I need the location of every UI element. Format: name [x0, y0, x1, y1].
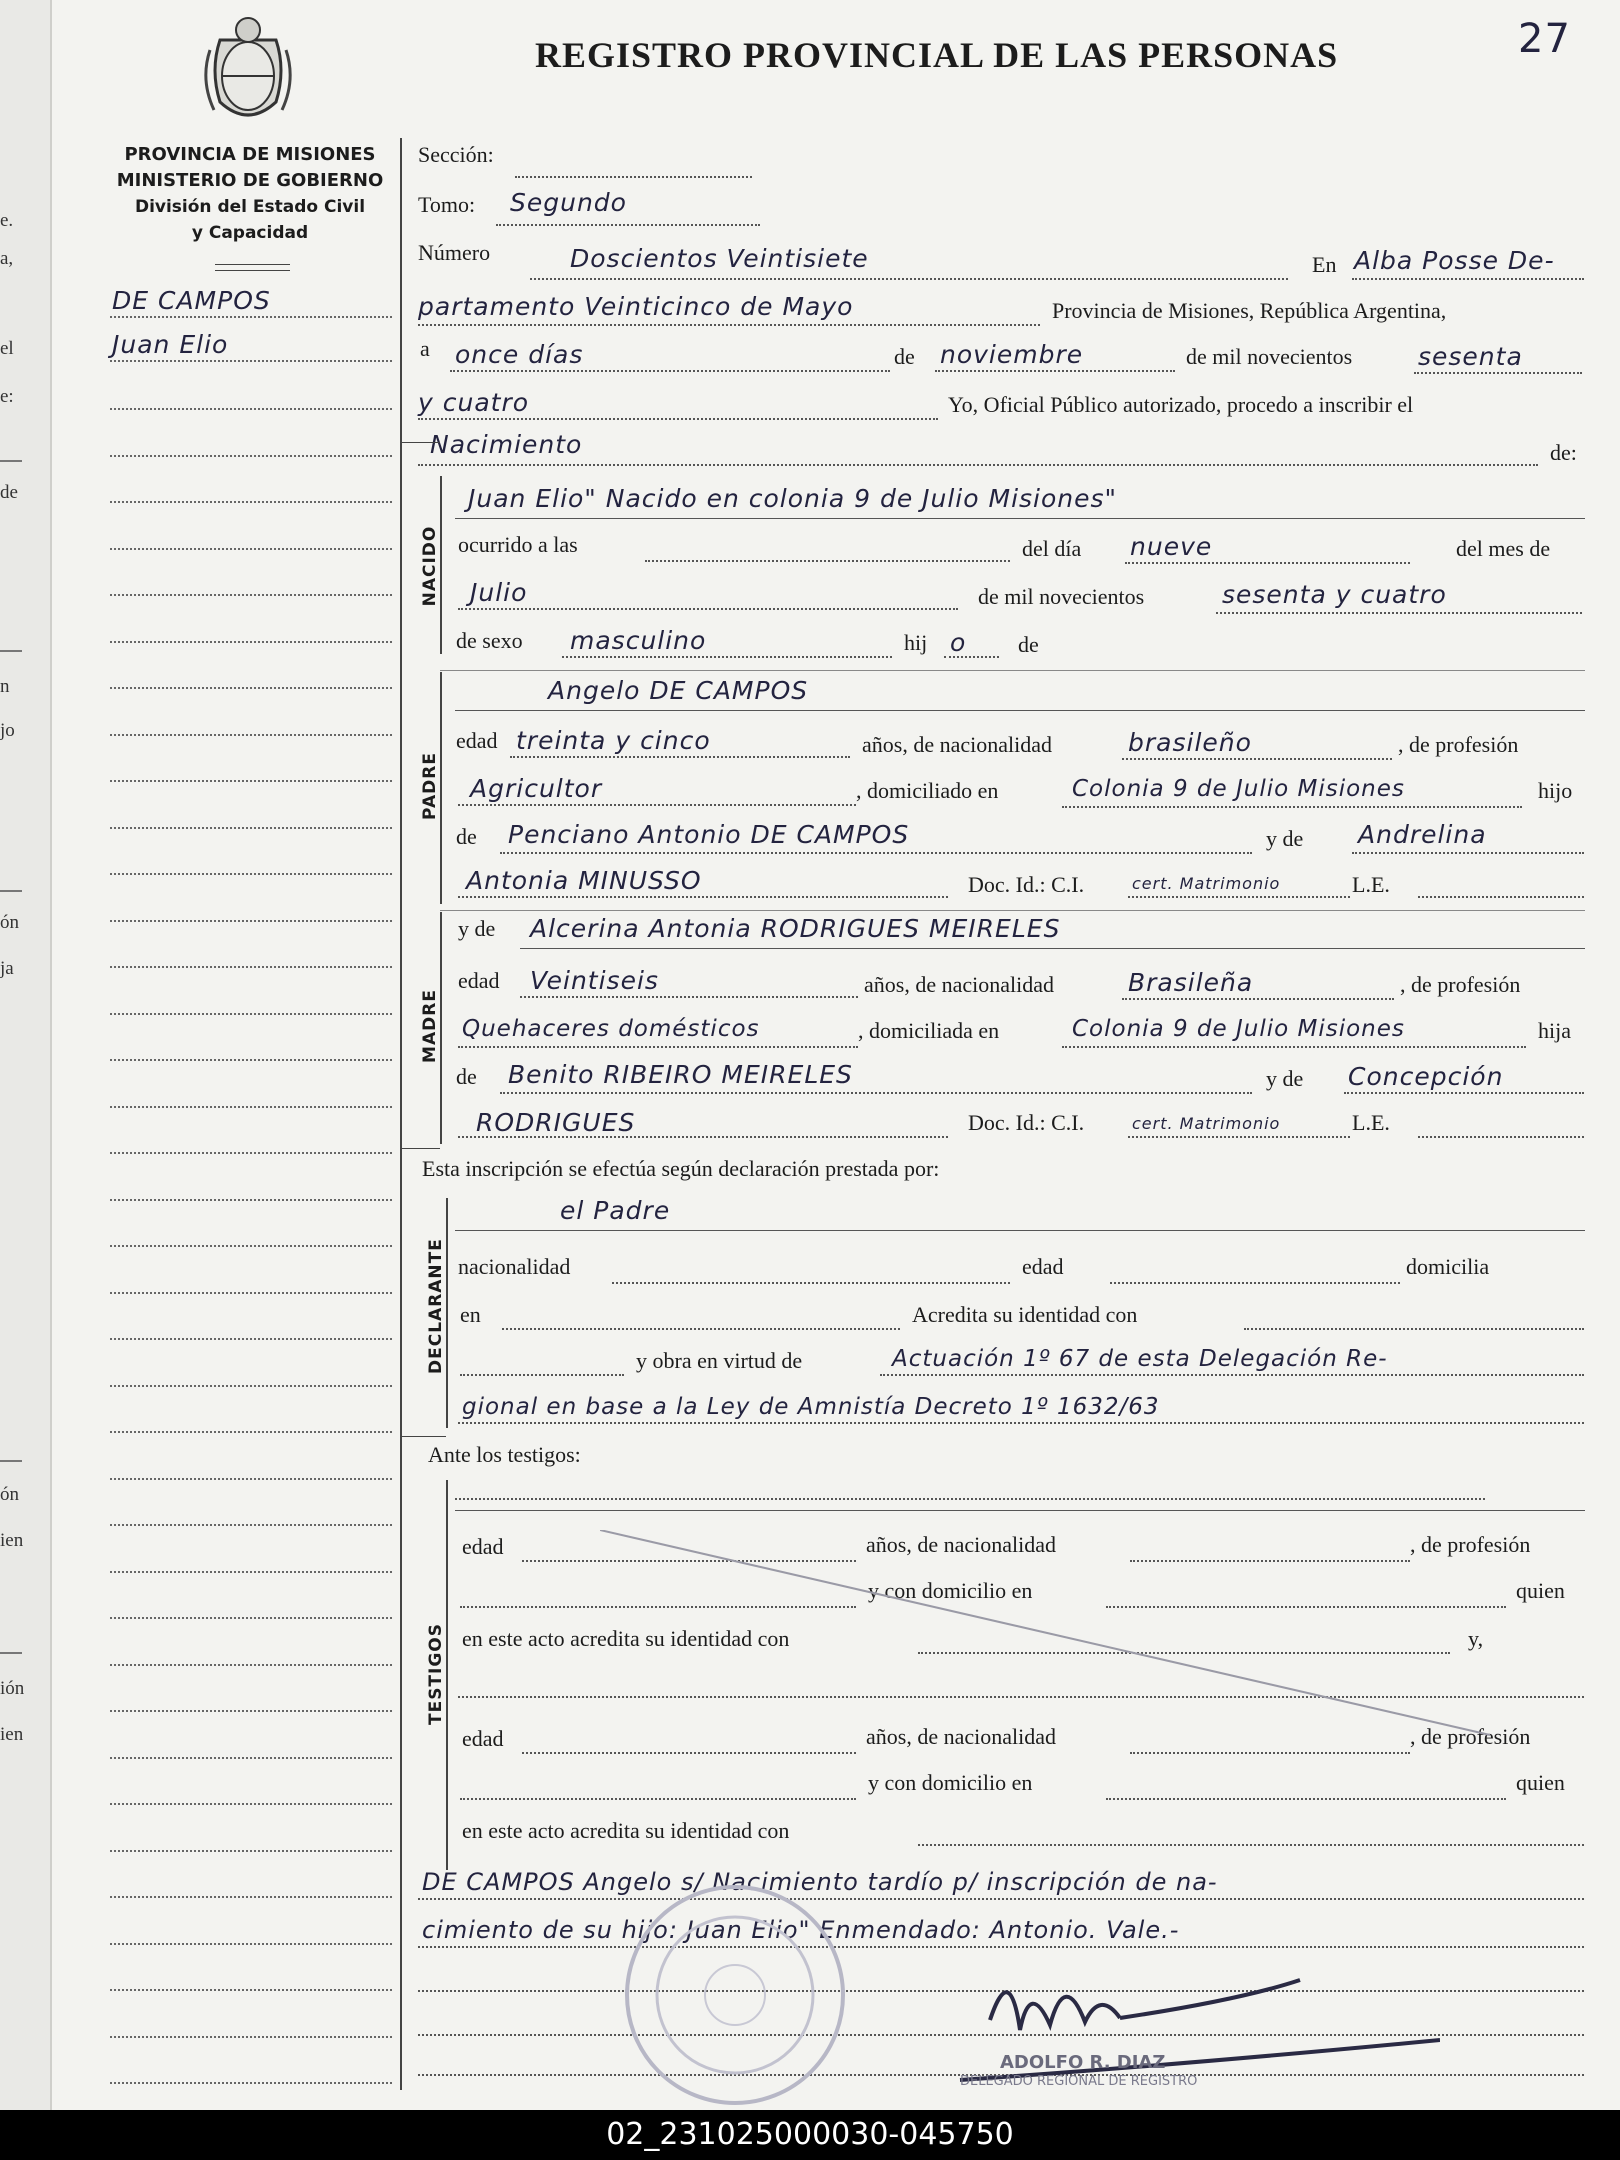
previous-page-edge [0, 0, 52, 2110]
padre-profesion-value: Agricultor [470, 774, 603, 803]
madre-madre-de-value-2: RODRIGUES [476, 1108, 636, 1137]
seccion-label: Sección: [418, 142, 494, 167]
padre-de-label: de [456, 824, 477, 849]
madre-de-label: de [456, 1064, 477, 1089]
left-surname: DE CAMPOS [112, 286, 271, 315]
testigo1-anios-nac-label: años, de nacionalidad [866, 1532, 1056, 1557]
testigo1-quien-label: quien [1516, 1578, 1565, 1603]
left-column-line [110, 1896, 392, 1898]
testigo-y-label: y, [1468, 1626, 1484, 1651]
tomo-value: Segundo [510, 188, 627, 217]
left-column-line [110, 1338, 392, 1340]
left-column-line [110, 641, 392, 643]
padre-domicilio-value: Colonia 9 de Julio Misiones [1072, 776, 1405, 802]
left-column-line [110, 1943, 392, 1945]
nacido-de-label: de [1018, 632, 1039, 657]
left-column-line [110, 455, 392, 457]
edge-fragment: a, [0, 248, 14, 269]
declarante-edad-label: edad [1022, 1254, 1064, 1279]
left-column-line [110, 1850, 392, 1852]
coat-of-arms-icon [200, 10, 296, 132]
hij-label: hij [904, 630, 928, 655]
numero-value: Doscientos Veintisiete [570, 244, 869, 273]
left-column-line [110, 594, 392, 596]
left-column-line [110, 1292, 392, 1294]
padre-le-label: L.E. [1352, 872, 1390, 897]
left-column-line [110, 1617, 392, 1619]
testigo2-domicilio-label: y con domicilio en [868, 1770, 1033, 1795]
issuer-capacity: y Capacidad [191, 223, 309, 243]
anio-value-2: y cuatro [418, 388, 530, 417]
left-column-line [110, 1059, 392, 1061]
madre-hija-label: hija [1538, 1018, 1571, 1043]
edge-fragment: jo [0, 720, 15, 741]
padre-nacionalidad-value: brasileño [1128, 728, 1252, 757]
declaracion-text: Esta inscripción se efectúa según declaración prestada por: [422, 1156, 940, 1181]
madre-nombre-value: Alcerina Antonia RODRIGUES MEIRELES [530, 914, 1061, 943]
left-column-line [110, 1710, 392, 1712]
padre-hijo-label: hijo [1538, 778, 1573, 803]
issuer-ministry: MINISTERIO DE GOBIERNO [116, 170, 384, 191]
provincia-text: Provincia de Misiones, República Argentina, [1052, 298, 1447, 323]
left-column-line [110, 1152, 392, 1154]
left-column-line [110, 780, 392, 782]
madre-doc-value: cert. Matrimonio [1132, 1114, 1281, 1133]
left-column-line [110, 1478, 392, 1480]
nacido-line1-value: Juan Elio" Nacido en colonia 9 de Julio Misiones" [468, 484, 1118, 513]
left-column-line [110, 966, 392, 968]
tomo-label: Tomo: [418, 192, 476, 217]
page-number: 27 [1518, 16, 1571, 62]
issuer-block [100, 142, 400, 246]
declarante-section-label: DECLARANTE [426, 1238, 446, 1374]
sexo-label: de sexo [456, 628, 523, 653]
padre-edad-value: treinta y cinco [516, 726, 711, 755]
left-column-line [110, 734, 392, 736]
left-column-line [110, 548, 392, 550]
left-column-line [110, 501, 392, 503]
cancel-stroke [600, 1530, 1500, 1740]
left-column-line [110, 687, 392, 689]
padre-nombre-value: Angelo DE CAMPOS [548, 676, 809, 705]
declarante-obra-label: y obra en virtud de [636, 1348, 803, 1373]
madre-nacionalidad-value: Brasileña [1128, 968, 1254, 997]
issuer-division: División del Estado Civil [134, 197, 366, 217]
declarante-en-label: en [460, 1302, 481, 1327]
edge-fragment: e. [0, 210, 14, 231]
madre-doc-label: Doc. Id.: C.I. [968, 1110, 1085, 1135]
edge-fragment: ien [0, 1530, 24, 1551]
left-column-line [110, 2036, 392, 2038]
madre-y-de-label: y de [458, 916, 496, 941]
left-column-line [110, 1106, 392, 1108]
left-column-line [110, 408, 392, 410]
left-column-line [110, 827, 392, 829]
nacido-anio-text: de mil novecientos [978, 584, 1145, 609]
madre-anios-nac-label: años, de nacionalidad [864, 972, 1054, 997]
padre-edad-label: edad [456, 728, 498, 753]
official-seal-icon [620, 1880, 850, 2110]
left-column-line [110, 1571, 392, 1573]
left-column-line [110, 1989, 392, 1991]
acto-value: Nacimiento [430, 430, 583, 459]
edge-fragment: ón [0, 1484, 19, 1505]
edge-fragment: e: [0, 386, 14, 407]
madre-profesion-label: , de profesión [1400, 972, 1521, 997]
madre-edad-value: Veintiseis [530, 966, 659, 995]
left-column-line [110, 920, 392, 922]
testigo1-domicilio-label: y con domicilio en [868, 1578, 1033, 1603]
padre-profesion-label: , de profesión [1398, 732, 1519, 757]
testigo2-quien-label: quien [1516, 1770, 1565, 1795]
testigo2-anios-nac-label: años, de nacionalidad [866, 1724, 1056, 1749]
footer-image-id: 02_231025000030-045750 [0, 2110, 1620, 2160]
padre-domiciliado-label: , domiciliado en [856, 778, 999, 803]
testigo1-edad-label: edad [462, 1534, 504, 1559]
nacido-section-label: NACIDO [420, 525, 440, 607]
edge-fragment: de [0, 482, 18, 503]
yo-text: Yo, Oficial Público autorizado, procedo a inscribir el [948, 392, 1414, 417]
observaciones-line-1: DE CAMPOS Angelo s/ Nacimiento tardío p/ inscripción de na- [422, 1868, 1218, 1896]
left-given-name: Juan Elio [112, 330, 229, 359]
padre-anios-nac-label: años, de nacionalidad [862, 732, 1052, 757]
declarante-acredita-label: Acredita su identidad con [912, 1302, 1138, 1327]
testigo2-profesion-label: , de profesión [1410, 1724, 1531, 1749]
issuer-province: PROVINCIA DE MISIONES [124, 144, 376, 165]
testigo1-acredita-label: en este acto acredita su identidad con [462, 1626, 790, 1651]
testigo2-edad-label: edad [462, 1726, 504, 1751]
en-value: Alba Posse De- [1354, 246, 1555, 275]
left-column-line [110, 1199, 392, 1201]
anio-value-1: sesenta [1418, 342, 1523, 371]
madre-y-de-label-2: y de [1266, 1066, 1304, 1091]
padre-doc-value: cert. Matrimonio [1132, 874, 1281, 893]
edge-fragment: ja [0, 958, 14, 979]
sexo-value: masculino [570, 626, 707, 655]
madre-profesion-value: Quehaceres domésticos [462, 1016, 760, 1042]
nacido-dia-value: nueve [1130, 532, 1213, 561]
edge-fragment: el [0, 338, 14, 359]
hij-value: o [950, 628, 967, 657]
stamp-name: ADOLFO R. DIAZ [1000, 2052, 1166, 2073]
testigos-intro: Ante los testigos: [428, 1442, 581, 1467]
del-mes-label: del mes de [1456, 536, 1551, 561]
padre-madre-de-value-1: Andrelina [1358, 820, 1487, 849]
a-label: a [420, 336, 430, 361]
madre-edad-label: edad [458, 968, 500, 993]
page-title: REGISTRO PROVINCIAL DE LAS PERSONAS [535, 35, 1339, 75]
stamp-subtext: DELEGADO REGIONAL DE REGISTRO [960, 2074, 1198, 2089]
left-column-line [110, 2082, 392, 2084]
padre-padre-de-value: Penciano Antonio DE CAMPOS [508, 820, 910, 849]
madre-le-label: L.E. [1352, 1110, 1390, 1135]
madre-madre-de-value-1: Concepción [1348, 1062, 1504, 1091]
padre-y-de-label: y de [1266, 826, 1304, 851]
edge-fragment: ien [0, 1724, 24, 1745]
left-column-line [110, 873, 392, 875]
padre-doc-label: Doc. Id.: C.I. [968, 872, 1085, 897]
observaciones-line-2: cimiento de su hijo: Juan Elio" Enmendado: Antonio. Vale.- [422, 1916, 1180, 1944]
del-dia-label: del día [1022, 536, 1082, 561]
madre-domiciliada-label: , domiciliada en [858, 1018, 1000, 1043]
declarante-value: el Padre [560, 1196, 671, 1225]
numero-label: Número [418, 240, 491, 265]
declarante-nacionalidad-label: nacionalidad [458, 1254, 571, 1279]
declarante-domicilia-label: domicilia [1406, 1254, 1490, 1279]
testigo1-profesion-label: , de profesión [1410, 1532, 1531, 1557]
left-column-line [110, 1524, 392, 1526]
de-colon: de: [1550, 440, 1577, 465]
padre-madre-de-value-2: Antonia MINUSSO [466, 866, 702, 895]
dia-value: once días [455, 340, 584, 369]
mes-value: noviembre [940, 340, 1084, 369]
edge-fragment: ión [0, 1678, 25, 1699]
en-label: En [1312, 252, 1337, 277]
left-column-line [110, 1431, 392, 1433]
madre-padre-de-value: Benito RIBEIRO MEIRELES [508, 1060, 853, 1089]
departamento-value: partamento Veinticinco de Mayo [418, 292, 854, 321]
padre-section-label: PADRE [420, 752, 440, 820]
nacido-anio-value: sesenta y cuatro [1222, 580, 1447, 609]
madre-section-label: MADRE [420, 989, 440, 1063]
testigos-section-label: TESTIGOS [426, 1622, 446, 1726]
testigo2-acredita-label: en este acto acredita su identidad con [462, 1818, 790, 1843]
madre-domicilio-value: Colonia 9 de Julio Misiones [1072, 1016, 1405, 1042]
left-column-line [110, 1664, 392, 1666]
left-column-line [110, 1013, 392, 1015]
nacido-mes-value: Julio [470, 578, 528, 607]
edge-fragment: ón [0, 912, 19, 933]
edge-fragment: n [0, 676, 10, 697]
ocurrido-label: ocurrido a las [458, 532, 578, 557]
anio-text: de mil novecientos [1186, 344, 1353, 369]
de-label: de [894, 344, 915, 369]
left-column-line [110, 1245, 392, 1247]
left-column-line [110, 1803, 392, 1805]
declarante-obra-value-1: Actuación 1º 67 de esta Delegación Re- [892, 1346, 1388, 1372]
declarante-obra-value-2: gional en base a la Ley de Amnistía Decreto 1º 1632/63 [462, 1394, 1160, 1420]
left-column-line [110, 1385, 392, 1387]
left-column-line [110, 1757, 392, 1759]
